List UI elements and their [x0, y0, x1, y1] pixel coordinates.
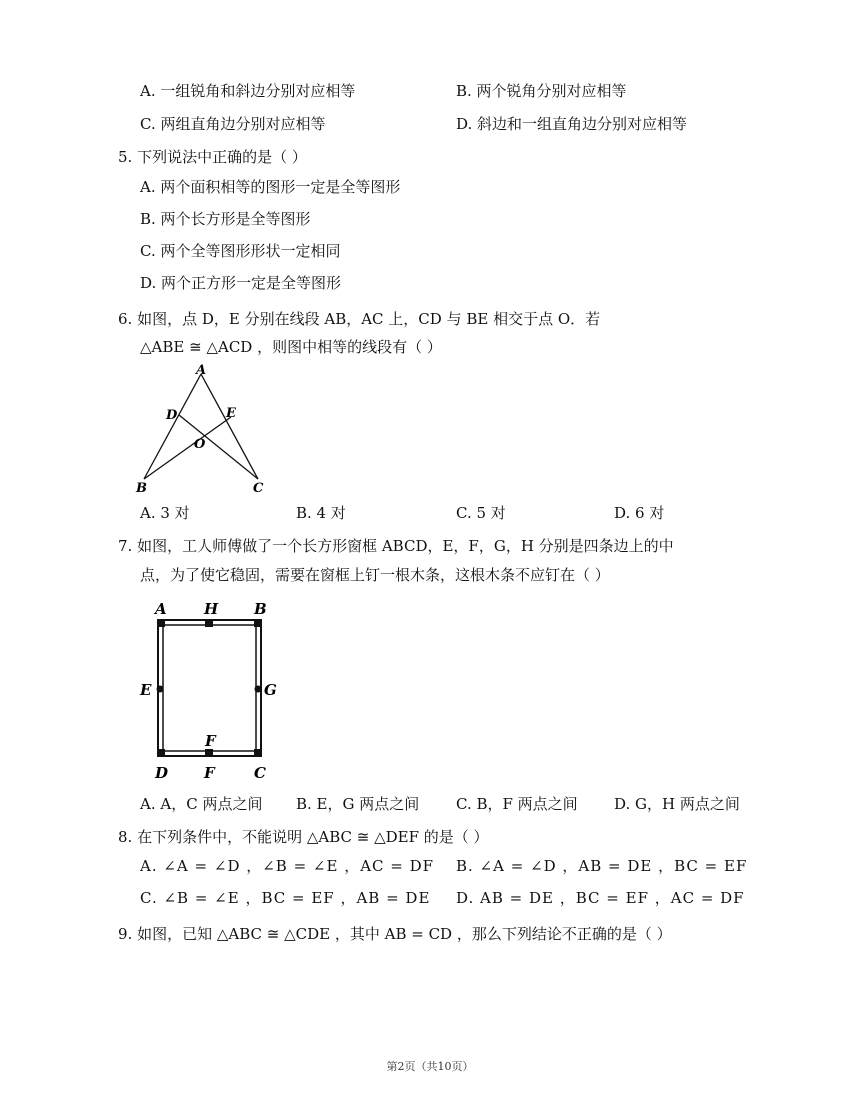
q5-option-d: D. 两个正方形一定是全等图形 [140, 274, 342, 292]
q7-label-a: A [155, 600, 167, 618]
q6-option-c: C. 5 对 [456, 504, 506, 522]
q7-stem-line1: 7. 如图，工人师傅做了一个长方形窗框 ABCD，E，F，G，H 分别是四条边上的中 [118, 537, 674, 555]
q7-option-c: C. B，F 两点之间 [456, 795, 578, 813]
q7-option-a: A. A，C 两点之间 [140, 795, 263, 813]
q4-option-d: D. 斜边和一组直角边分别对应相等 [456, 115, 688, 133]
q8-option-b: B. ∠A = ∠D ，AB = DE ，BC = EF [456, 857, 748, 875]
q4-option-a: A. 一组锐角和斜边分别对应相等 [140, 82, 356, 100]
q6-label-d: D [166, 408, 178, 423]
q6-option-a: A. 3 对 [140, 504, 190, 522]
q5-option-a: A. 两个面积相等的图形一定是全等图形 [140, 178, 401, 196]
q7-option-b: B. E，G 两点之间 [296, 795, 420, 813]
q8-option-a: A. ∠A = ∠D ，∠B = ∠E ，AC = DF [140, 857, 435, 875]
q6-option-b: B. 4 对 [296, 504, 346, 522]
q7-label-c: C [254, 764, 266, 782]
q6-triangle-figure [128, 362, 278, 497]
q6-label-e: E [226, 406, 236, 421]
q6-stem-line1: 6. 如图，点 D，E 分别在线段 AB，AC 上，CD 与 BE 相交于点 O．若 [118, 310, 601, 328]
q7-label-h: H [204, 600, 219, 618]
q8-stem: 8. 在下列条件中，不能说明 △ABC ≅ △DEF 的是（ ） [118, 828, 489, 846]
q6-label-b: B [136, 481, 147, 496]
q5-option-c: C. 两个全等图形形状一定相同 [140, 242, 341, 260]
q4-option-c: C. 两组直角边分别对应相等 [140, 115, 326, 133]
q7-label-e: E [140, 681, 152, 699]
page-footer: 第2页（共10页） [386, 1060, 474, 1073]
q7-label-b: B [254, 600, 267, 618]
q7-option-d: D. G，H 两点之间 [614, 795, 740, 813]
q9-stem: 9. 如图，已知 △ABC ≅ △CDE ，其中 AB = CD ，那么下列结论不正确的是（ ） [118, 925, 672, 943]
q6-option-d: D. 6 对 [614, 504, 665, 522]
q5-option-b: B. 两个长方形是全等图形 [140, 210, 311, 228]
q7-label-g: G [264, 681, 277, 699]
q6-label-a: A [196, 363, 207, 378]
q7-label-f-top: F [205, 732, 216, 750]
q7-label-f-bottom: F [204, 764, 215, 782]
q4-option-b: B. 两个锐角分别对应相等 [456, 82, 627, 100]
q8-option-c: C. ∠B = ∠E ，BC = EF ，AB = DE [140, 889, 431, 907]
q8-option-d: D. AB = DE ，BC = EF ，AC = DF [456, 889, 745, 907]
q7-window-frame-figure [136, 596, 286, 784]
q7-label-d: D [155, 764, 169, 782]
q6-label-c: C [253, 481, 264, 496]
q6-label-o: O [194, 437, 206, 452]
q7-stem-line2: 点，为了使它稳固，需要在窗框上钉一根木条，这根木条不应钉在（ ） [140, 566, 610, 584]
q5-stem: 5. 下列说法中正确的是（ ） [118, 148, 307, 166]
q6-stem-line2: △ABE ≅ △ACD ，则图中相等的线段有（ ） [140, 338, 442, 356]
